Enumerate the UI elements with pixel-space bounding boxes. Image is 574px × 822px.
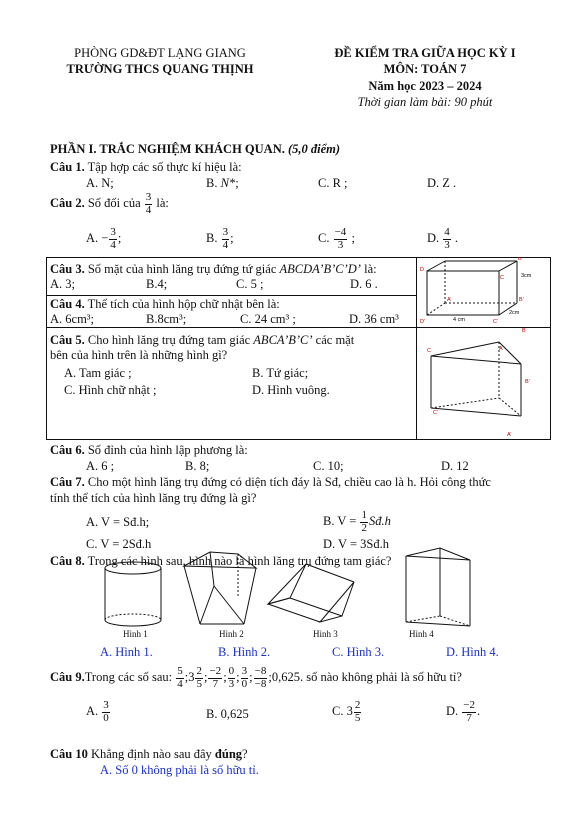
q4-option-c: C. 24 cm³ ; (240, 312, 296, 326)
question-9: Câu 9.Trong các số sau: $\frac{5}{4}$ ;3 $\frac{2}{5}$ ; $\frac{-2}{7}$ ; $\frac{0}{3}$ ; $\frac{3}{0}$ ; $\frac{-8}{-8}$ ;0,625. số nào không phải là số hữu tỉ? (50, 665, 462, 690)
prism-vertex-label: A (499, 346, 503, 352)
figure-4-prism (398, 546, 478, 634)
box-height-label: 3cm (521, 273, 532, 279)
q2-option-d: D. $\frac{4}{3}$ . (427, 226, 459, 251)
figure-2-caption: Hình 2 (219, 629, 244, 639)
q8-option-d: D. Hình 4. (446, 645, 499, 659)
q4-option-d: D. 36 cm³ (349, 312, 399, 326)
question-5-line2: bên của hình trên là những hình gì? (50, 348, 228, 362)
q6-option-d: D. 12 (441, 459, 469, 473)
q1-option-d: D. Z . (427, 176, 457, 190)
q7-option-d: D. V = 3Sđ.h (323, 537, 389, 551)
question-5: Câu 5. Cho hình lăng trụ đứng tam giác ABCA’B’C’ các mặt (50, 333, 355, 347)
q7-option-c: C. V = 2Sđ.h (86, 537, 152, 551)
q2-option-c: C. $\frac{-4}{3}$ ; (318, 226, 355, 251)
question-8: Câu 8. Trong các hình sau, hình nào là hình lăng trụ đứng tam giác? (50, 554, 392, 568)
box-vertex-label: D’ (420, 319, 426, 325)
box-width-label: 2cm (509, 310, 520, 316)
question-1: Câu 1. Tập hợp các số thực kí hiệu là: (50, 160, 242, 174)
q1-option-b: B. N*; (206, 176, 239, 190)
part1-title: PHẦN I. TRẮC NGHIỆM KHÁCH QUAN. (5,0 điểm) (50, 142, 341, 156)
q3-option-a: A. 3; (50, 277, 75, 291)
prism-vertex-label: B’ (525, 379, 530, 385)
q3-option-d: D. 6 . (350, 277, 378, 291)
q9-option-a: A. $\frac{3}{0}$ (86, 699, 109, 724)
question-7-line2: tính thể tích của hình lăng trụ đứng là gì? (50, 491, 257, 505)
q6-option-c: C. 10; (313, 459, 344, 473)
q10-option-a: A. Số 0 không phải là số hữu tỉ. (100, 763, 259, 777)
box-length-label: 4 cm (453, 317, 465, 323)
q3-option-c: C. 5 ; (236, 277, 264, 291)
exam-duration: Thời gian làm bài: 90 phút (357, 95, 493, 109)
q8-option-a: A. Hình 1. (100, 645, 153, 659)
figure-1-cylinder (95, 556, 175, 636)
school-name: TRƯỜNG THCS QUANG THỊNH (66, 62, 254, 76)
prism-vertex-label: A’ (507, 432, 512, 438)
q7-option-b: B. V = $\frac{1}{2}$ Sđ.h (323, 509, 391, 534)
q4-option-a: A. 6cm³; (50, 312, 95, 326)
q8-option-b: B. Hình 2. (218, 645, 271, 659)
school-department: PHÒNG GD&ĐT LẠNG GIANG (74, 46, 246, 60)
figure-3-triangular-prism (262, 560, 362, 626)
figure-3-caption: Hình 3 (313, 629, 338, 639)
school-year: Năm học 2023 – 2024 (368, 79, 482, 93)
q2-option-b: B. $\frac{3}{4}$ ; (206, 226, 234, 251)
question-3: Câu 3. Số mặt của hình lăng trụ đứng tứ giác ABCDA’B’C’D’ là: (50, 262, 377, 276)
q1-option-c: C. R ; (318, 176, 348, 190)
q5-option-a: A. Tam giác ; (64, 366, 132, 380)
q5-option-c: C. Hình chữ nhật ; (64, 383, 157, 397)
box-figure (417, 257, 551, 327)
q7-option-a: A. V = Sđ.h; (86, 515, 150, 529)
question-2: Câu 2. Số đối của $\frac{3}{4}$ là: (50, 191, 169, 216)
box-vertex-label: C (500, 275, 504, 281)
figure-4-caption: Hình 4 (409, 629, 434, 639)
q9-option-c: C. 3 $\frac{2}{5}$ (332, 699, 361, 724)
box-vertex-label: C’ (493, 319, 499, 325)
q3-option-b: B.4; (146, 277, 168, 291)
box-vertex-label: B (518, 257, 522, 262)
question-7: Câu 7. Cho một hình lăng trụ đứng có diện tích đáy là Sđ, chiều cao là h. Hỏi công thức (50, 475, 491, 489)
question-10: Câu 10 Khẳng định nào sau đây đúng? (50, 747, 248, 761)
prism-vertex-label: C (427, 348, 431, 354)
box-vertex-label: D (420, 267, 424, 273)
table-divider-1 (46, 295, 416, 296)
prism-vertex-label: C’ (433, 410, 439, 416)
box-vertex-label: B’ (519, 297, 524, 303)
q8-option-c: C. Hình 3. (332, 645, 385, 659)
question-4: Câu 4. Thể tích của hình hộp chữ nhật bên là: (50, 297, 280, 311)
exam-subject: MÔN: TOÁN 7 (383, 62, 467, 76)
question-6: Câu 6. Số đỉnh của hình lập phương là: (50, 443, 248, 457)
q9-option-d: D. $\frac{-2}{7}$ . (446, 699, 481, 724)
triangular-prism-figure (417, 328, 551, 440)
q6-option-b: B. 8; (185, 459, 210, 473)
q2-option-a: A. − $\frac{3}{4}$ ; (86, 226, 122, 251)
q5-option-b: B. Tứ giác; (252, 366, 309, 380)
figure-2-frustum (180, 548, 262, 634)
prism-vertex-label: B (522, 328, 526, 334)
q5-option-d: D. Hình vuông. (252, 383, 330, 397)
box-vertex-label: A’ (447, 297, 452, 303)
q6-option-a: A. 6 ; (86, 459, 115, 473)
q1-option-a: A. N; (86, 176, 114, 190)
q9-option-b: B. 0,625 (206, 707, 249, 721)
exam-title: ĐỀ KIỂM TRA GIỮA HỌC KỲ I (334, 46, 516, 60)
q4-option-b: B.8cm³; (146, 312, 187, 326)
figure-1-caption: Hình 1 (123, 629, 148, 639)
